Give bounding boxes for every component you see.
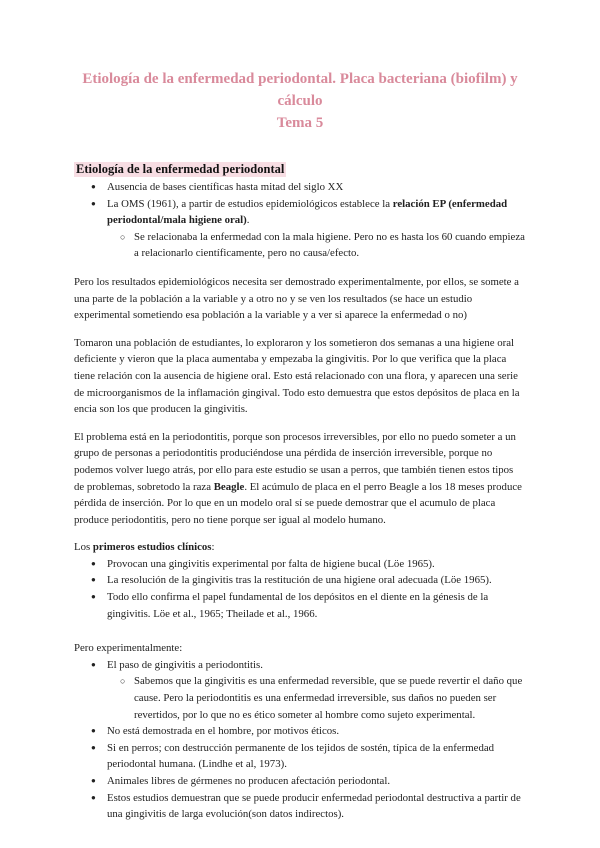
list-item: ● Ausencia de bases científicas hasta mitad del siglo XX bbox=[74, 179, 526, 196]
list-item: ● Todo ello confirma el papel fundamental de los depósitos en el diente en la génesis de la gingivitis. Löe et al., 1965; Theilade et al., 1966. bbox=[74, 589, 526, 622]
list-item bbox=[74, 196, 526, 262]
paragraph-text: . El acúmulo de placa en el perro Beagle a los 18 meses produce pérdida de inserción. Por lo que en un modelo oral sí se puede demostrar que el acumulo de placa produce periodontitis, pero no tiene porque ser igual al modelo humano. bbox=[74, 480, 522, 526]
paragraph-text: El problema está en la periodontitis, porque son procesos irreversibles, por ello no puedo someter a un grupo de personas a periodontitis produciéndose una pérdida de inserción irreversible, porque no podemos volver luego atrás, por ello para este estudio se usan a perros, que también tienen estos tipos de problemas, sobretodo la raza bbox=[74, 430, 516, 493]
section-heading: Etiología de la enfermedad periodontal bbox=[76, 162, 285, 176]
sub-list-item: ○ Se relacionaba la enfermedad con la mala higiene. Pero no es hasta los 60 cuando empieza a relacionarlo científicamente, pero no causa/efecto. bbox=[74, 229, 526, 262]
list-item: ● No está demostrada en el hombre, por motivos éticos. bbox=[74, 723, 526, 740]
paragraph: Pero los resultados epidemiológicos necesita ser demostrado experimentalmente, por ellos, se somete a una parte de la población a la variable y a otro no y se ven los resultados (se hace un estudio experimental sometiendo esa población a la variable y a ver si aparece la enfermedad o no) bbox=[74, 275, 519, 322]
list-item: ● Provocan una gingivitis experimental por falta de higiene bucal (Löe 1965). bbox=[74, 556, 526, 573]
bold-text: Beagle bbox=[213, 480, 245, 493]
experimental-intro: Pero experimentalmente: bbox=[74, 642, 183, 655]
bullet-list-experimental bbox=[74, 657, 526, 823]
sub-list bbox=[107, 229, 526, 262]
list-item: ● Si en perros; con destrucción permanente de los tejidos de sostén, típica de la enfermedad periodontal humana. (Lindhe et al, 1973). bbox=[74, 740, 526, 773]
paragraph bbox=[74, 429, 526, 529]
list-item: ● Estos estudios demuestran que se puede producir enfermedad periodontal destructiva a partir de una gingivitis de larga evolución(son datos indirectos). bbox=[74, 790, 526, 823]
sub-list bbox=[107, 673, 526, 723]
document-subtitle: Tema 5 bbox=[276, 115, 324, 131]
bold-text: relación EP (enfermedad periodontal/mala higiene oral) bbox=[107, 197, 508, 227]
paragraph-text: : bbox=[211, 541, 215, 554]
list-item-text: El paso de gingivitis a periodontitis. bbox=[107, 658, 263, 671]
sub-list-item: ○ Sabemos que la gingivitis es una enfermedad reversible, que se puede revertir el daño que cause. Pero la periodontitis es una enfermedad irreversible, sus daños no pueden ser revertidos, por lo que no es ético someter al hombre como sujeto experimental. bbox=[74, 673, 526, 723]
document-title: Etiología de la enfermedad periodontal. Placa bacteriana (biofilm) y cálculo bbox=[82, 71, 518, 109]
paragraph-text: Los bbox=[74, 541, 93, 554]
list-item: ● Animales libres de gérmenes no producen afectación periodontal. bbox=[74, 773, 526, 790]
list-item-text: . bbox=[246, 214, 250, 227]
paragraph: Tomaron una población de estudiantes, lo exploraron y los sometieron dos semanas a una higiene oral deficiente y vieron que la placa aumentaba y empezaba la gingivitis. Por lo que verifica que la placa tiene relación con la ausencia de higiene oral. Esto está relacionado con una flora, y aparecen una serie de microorganismos de la inflamación gingival. Todo esto demuestra que estos depósitos de placa en la encia son los que producen la gingivitis. bbox=[74, 336, 520, 416]
list-item-text: La OMS (1961), a partir de estudios epidemiológicos establece la bbox=[107, 197, 393, 210]
list-item: ● La resolución de la gingivitis tras la restitución de una higiene oral adecuada (Löe 1965). bbox=[74, 572, 526, 589]
list-item bbox=[74, 657, 526, 723]
clinical-intro bbox=[74, 539, 526, 556]
bullet-list-clinical bbox=[74, 556, 526, 622]
bold-text: primeros estudios clínicos bbox=[92, 541, 212, 554]
bullet-list-intro bbox=[74, 179, 526, 262]
